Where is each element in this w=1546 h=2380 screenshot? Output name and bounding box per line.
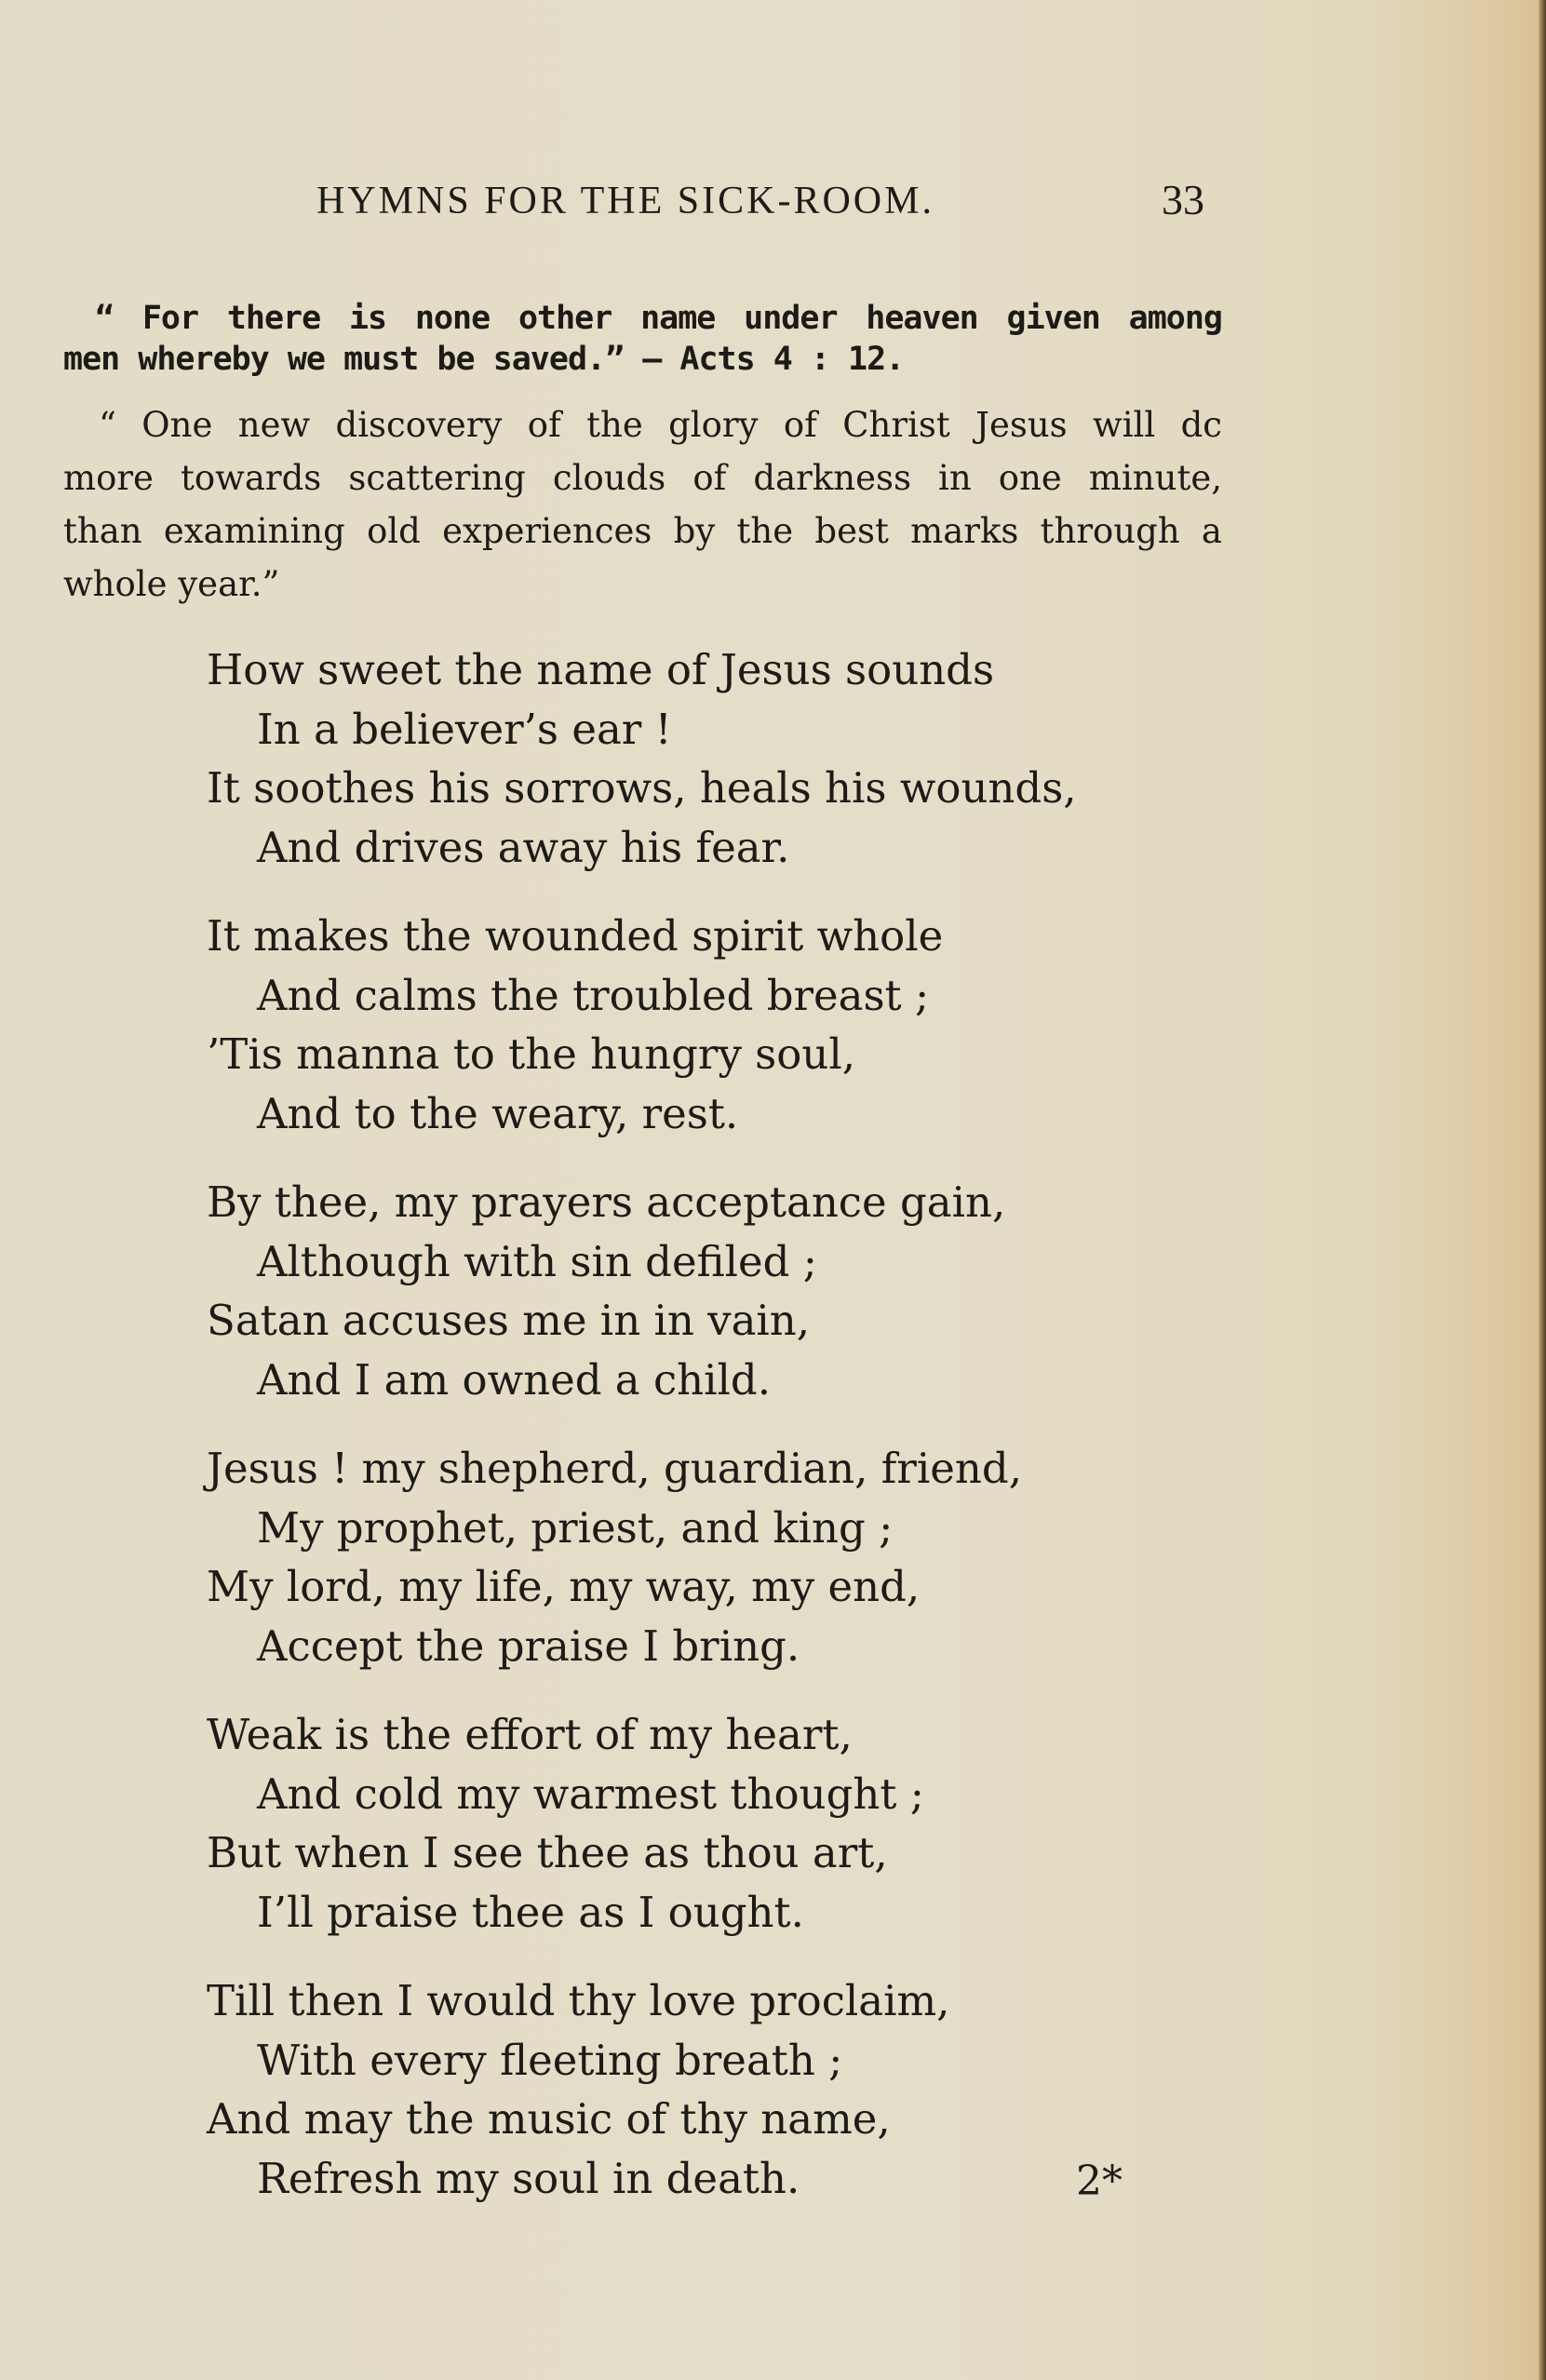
hymn-line: It soothes his sorrows, heals his wounds, <box>207 763 1077 813</box>
hymn-line: It makes the wounded spirit whole <box>207 911 944 961</box>
hymn-line: My prophet, priest, and king ; <box>257 1502 894 1553</box>
hymn-line: But when I see thee as thou art, <box>207 1828 888 1877</box>
hymn <box>207 640 1077 2238</box>
epigraph-quote-line: whole year.” <box>63 564 280 604</box>
hymn-line: Till then I would thy love proclaim, <box>207 1976 950 2025</box>
hymn-stanza <box>207 1173 1077 1409</box>
hymn-line: And may the music of thy name, <box>207 2094 891 2144</box>
hymn-stanza <box>207 1439 1077 1675</box>
hymn-line: And cold my warmest thought ; <box>257 1768 924 1819</box>
hymn-line: Weak is the effort of my heart, <box>207 1710 853 1759</box>
hymn-stanza <box>207 1705 1077 1942</box>
page-edge-shadow <box>1539 0 1546 2380</box>
hymn-stanza <box>207 907 1077 1143</box>
hymn-stanza <box>207 640 1077 877</box>
epigraph-quote <box>63 398 1222 611</box>
epigraph-quote-line: more towards scattering clouds of darkness in one minute, <box>63 458 1222 498</box>
hymn-line: ’Tis manna to the hungry soul, <box>207 1029 856 1079</box>
hymn-line: I’ll praise thee as I ought. <box>257 1887 804 1937</box>
epigraph-scripture-line: men whereby we must be saved.” — Acts 4 : 12. <box>63 341 905 378</box>
epigraph-quote-line: “ One new discovery of the glory of Christ Jesus will dc <box>99 405 1222 445</box>
hymn-line: My lord, my life, my way, my end, <box>207 1562 921 1611</box>
signature-mark: 2* <box>1076 2158 1123 2205</box>
hymn-line: Refresh my soul in death. <box>257 2153 800 2203</box>
page-number: 33 <box>1162 176 1204 223</box>
hymn-line: And to the weary, rest. <box>257 1088 739 1138</box>
hymn-line: Although with sin defiled ; <box>257 1236 817 1286</box>
hymn-line: Satan accuses me in in vain, <box>207 1296 811 1345</box>
epigraph-scripture-line: “ For there is none other name under heaven given among <box>95 300 1222 337</box>
hymn-line: And calms the troubled breast ; <box>257 970 930 1020</box>
hymn-line: Accept the praise I bring. <box>257 1620 800 1671</box>
epigraph-scripture <box>63 298 1222 380</box>
hymn-line: By thee, my prayers acceptance gain, <box>207 1177 1006 1227</box>
hymn-line: How sweet the name of Jesus sounds <box>207 645 995 694</box>
hymn-line: In a believer’s ear ! <box>257 704 672 754</box>
epigraph-quote-line: than examining old experiences by the best marks through a <box>63 511 1222 551</box>
hymn-line: And drives away his fear. <box>257 822 790 872</box>
hymn-line: Jesus ! my shepherd, guardian, friend, <box>207 1444 1023 1493</box>
hymn-line: With every fleeting breath ; <box>257 2035 843 2085</box>
hymn-line: And I am owned a child. <box>257 1354 772 1405</box>
hymn-stanza <box>207 1971 1077 2208</box>
running-head: HYMNS FOR THE SICK-ROOM. <box>316 180 934 222</box>
